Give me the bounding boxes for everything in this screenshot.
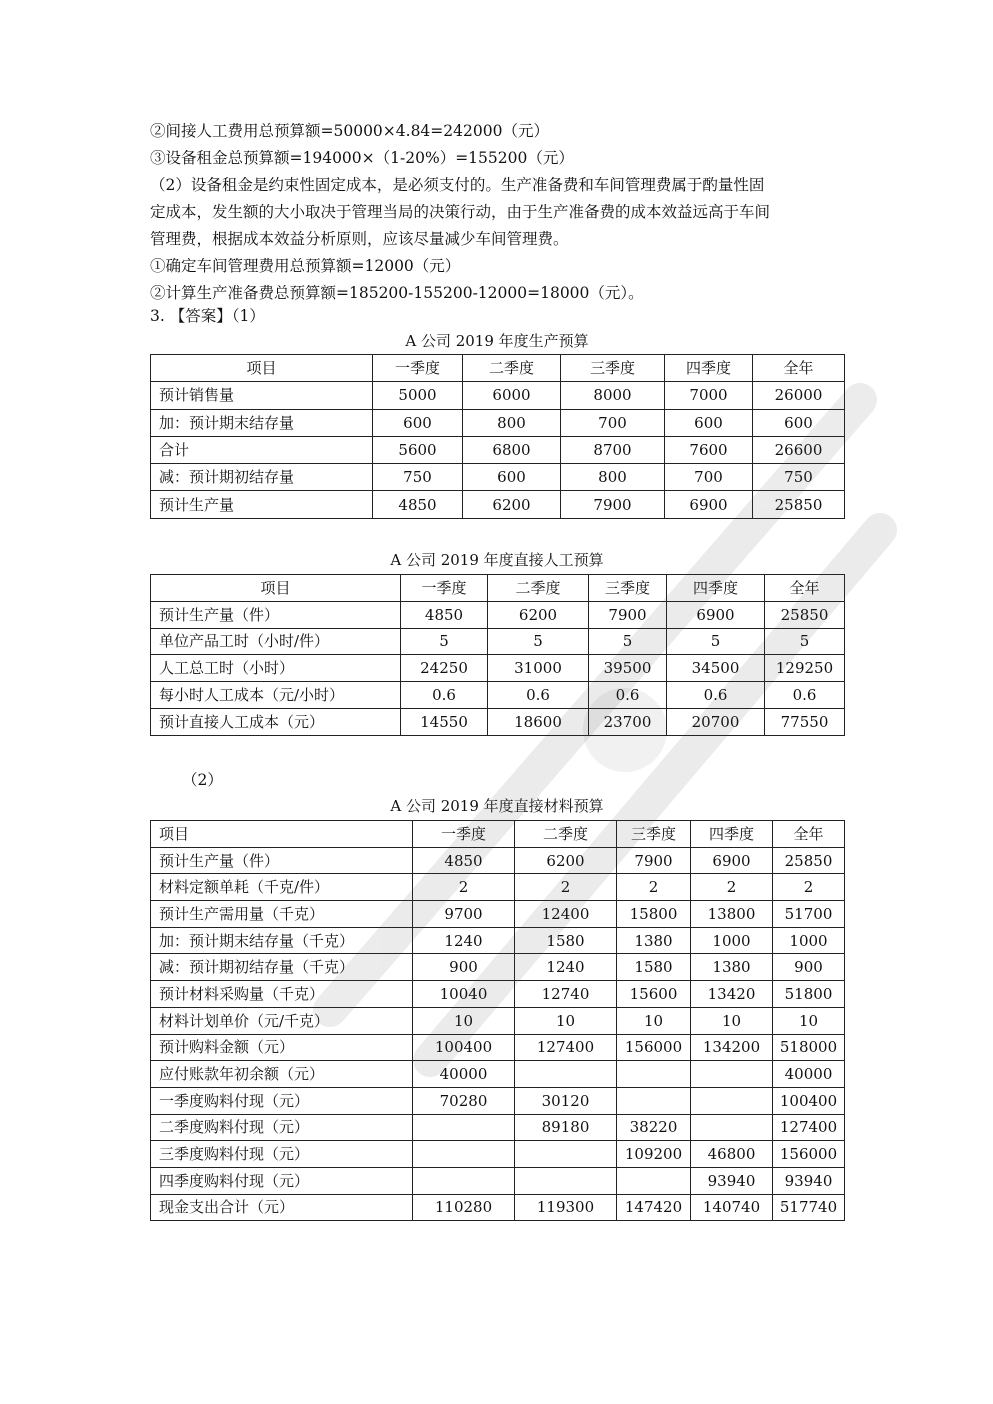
table-row xyxy=(151,491,845,518)
table-cell: 600 xyxy=(665,409,753,436)
table-cell: 518000 xyxy=(773,1034,845,1061)
table-cell xyxy=(413,1167,515,1194)
table-cell: 2 xyxy=(413,874,515,901)
table-row xyxy=(151,1061,845,1088)
table-cell: 31000 xyxy=(488,655,589,682)
table-cell: 5 xyxy=(589,628,667,655)
table-cell: 600 xyxy=(753,409,845,436)
table-cell: 5 xyxy=(667,628,765,655)
table-cell: 750 xyxy=(753,464,845,491)
part-label: （2） xyxy=(182,771,223,789)
table-caption-labor: A 公司 2019 年度直接人工预算 xyxy=(390,551,604,569)
table-cell xyxy=(691,1114,773,1141)
table-cell: 20700 xyxy=(667,708,765,735)
table-cell xyxy=(515,1167,617,1194)
paragraph: ③设备租金总预算额=194000×（1-20%）=155200（元） xyxy=(150,149,574,167)
table-cell: 6200 xyxy=(515,847,617,874)
table-cell: 7000 xyxy=(665,382,753,409)
table-cell: 6800 xyxy=(463,436,561,463)
table-cell: 10 xyxy=(515,1007,617,1034)
table-cell: 900 xyxy=(413,954,515,981)
table-cell: 10 xyxy=(773,1007,845,1034)
column-header: 四季度 xyxy=(665,355,753,382)
table-cell: 25850 xyxy=(773,847,845,874)
row-label: 二季度购料付现（元） xyxy=(151,1114,413,1141)
table-row xyxy=(151,954,845,981)
table-cell: 5 xyxy=(765,628,845,655)
table-cell: 1000 xyxy=(691,927,773,954)
table-cell: 156000 xyxy=(617,1034,691,1061)
row-label: 三季度购料付现（元） xyxy=(151,1141,413,1168)
table-cell xyxy=(515,1141,617,1168)
table-cell: 6000 xyxy=(463,382,561,409)
table-cell: 600 xyxy=(373,409,463,436)
table-row xyxy=(151,682,845,709)
table-cell: 51700 xyxy=(773,901,845,928)
table-cell: 140740 xyxy=(691,1194,773,1221)
row-label: 合计 xyxy=(151,436,373,463)
paragraph: 管理费，根据成本效益分析原则，应该尽量减少车间管理费。 xyxy=(150,230,569,248)
row-label: 人工总工时（小时） xyxy=(151,655,401,682)
row-label: 加：预计期末结存量（千克） xyxy=(151,927,413,954)
table-cell: 7900 xyxy=(589,601,667,628)
table-cell: 700 xyxy=(561,409,665,436)
table-row xyxy=(151,874,845,901)
table-cell: 26600 xyxy=(753,436,845,463)
table-cell xyxy=(617,1061,691,1088)
table-cell: 14550 xyxy=(401,708,488,735)
row-label: 材料定额单耗（千克/件） xyxy=(151,874,413,901)
table-row xyxy=(151,981,845,1008)
table-cell xyxy=(515,1061,617,1088)
table-row xyxy=(151,436,845,463)
column-header: 项目 xyxy=(151,355,373,382)
table-cell: 10 xyxy=(413,1007,515,1034)
column-header: 一季度 xyxy=(413,821,515,848)
table-cell: 10 xyxy=(617,1007,691,1034)
table-cell: 5000 xyxy=(373,382,463,409)
table-caption-production: A 公司 2019 年度生产预算 xyxy=(405,332,589,350)
table-cell xyxy=(617,1087,691,1114)
table-cell: 25850 xyxy=(753,491,845,518)
table-row xyxy=(151,628,845,655)
table-cell: 93940 xyxy=(691,1167,773,1194)
column-header: 二季度 xyxy=(463,355,561,382)
direct-labor-budget-table xyxy=(150,574,845,736)
table-cell: 8700 xyxy=(561,436,665,463)
table-row xyxy=(151,1114,845,1141)
table-cell: 4850 xyxy=(401,601,488,628)
table-row xyxy=(151,409,845,436)
table-cell: 4850 xyxy=(373,491,463,518)
table-cell: 1580 xyxy=(515,927,617,954)
table-cell: 517740 xyxy=(773,1194,845,1221)
paragraph: （2）设备租金是约束性固定成本，是必须支付的。生产准备费和车间管理费属于酌量性固 xyxy=(150,176,765,194)
row-label: 材料计划单价（元/千克） xyxy=(151,1007,413,1034)
table-cell: 24250 xyxy=(401,655,488,682)
table-cell: 0.6 xyxy=(589,682,667,709)
table-cell: 93940 xyxy=(773,1167,845,1194)
table-row xyxy=(151,655,845,682)
table-row xyxy=(151,1167,845,1194)
table-cell: 6200 xyxy=(488,601,589,628)
table-cell: 30120 xyxy=(515,1087,617,1114)
column-header: 三季度 xyxy=(617,821,691,848)
table-row xyxy=(151,601,845,628)
table-cell: 110280 xyxy=(413,1194,515,1221)
direct-material-budget-table xyxy=(150,820,845,1221)
table-cell: 129250 xyxy=(765,655,845,682)
table-cell: 89180 xyxy=(515,1114,617,1141)
table-row xyxy=(151,901,845,928)
table-cell: 600 xyxy=(463,464,561,491)
table-header-row xyxy=(151,355,845,382)
table-cell: 18600 xyxy=(488,708,589,735)
table-cell: 100400 xyxy=(413,1034,515,1061)
column-header: 全年 xyxy=(753,355,845,382)
production-budget-table xyxy=(150,354,845,519)
table-cell: 34500 xyxy=(667,655,765,682)
row-label: 一季度购料付现（元） xyxy=(151,1087,413,1114)
table-cell: 109200 xyxy=(617,1141,691,1168)
row-label: 预计材料采购量（千克） xyxy=(151,981,413,1008)
table-cell xyxy=(691,1061,773,1088)
table-cell: 5600 xyxy=(373,436,463,463)
table-cell: 46800 xyxy=(691,1141,773,1168)
table-cell: 7600 xyxy=(665,436,753,463)
table-cell: 900 xyxy=(773,954,845,981)
table-cell: 12400 xyxy=(515,901,617,928)
table-cell: 70280 xyxy=(413,1087,515,1114)
table-cell: 8000 xyxy=(561,382,665,409)
table-cell xyxy=(413,1114,515,1141)
row-label: 预计生产量 xyxy=(151,491,373,518)
table-cell: 800 xyxy=(561,464,665,491)
table-cell: 1380 xyxy=(617,927,691,954)
table-cell: 0.6 xyxy=(401,682,488,709)
row-label: 预计直接人工成本（元） xyxy=(151,708,401,735)
table-cell: 6900 xyxy=(667,601,765,628)
table-header-row xyxy=(151,575,845,602)
table-cell: 5 xyxy=(488,628,589,655)
table-cell: 26000 xyxy=(753,382,845,409)
paragraph: ②间接人工费用总预算额=50000×4.84=242000（元） xyxy=(150,122,549,140)
table-row xyxy=(151,464,845,491)
table-cell: 134200 xyxy=(691,1034,773,1061)
table-row xyxy=(151,1141,845,1168)
column-header: 项目 xyxy=(151,575,401,602)
table-row xyxy=(151,847,845,874)
column-header: 三季度 xyxy=(561,355,665,382)
table-cell: 39500 xyxy=(589,655,667,682)
table-cell: 0.6 xyxy=(765,682,845,709)
table-cell: 2 xyxy=(691,874,773,901)
table-cell: 127400 xyxy=(773,1114,845,1141)
table-cell: 147420 xyxy=(617,1194,691,1221)
paragraph: 定成本，发生额的大小取决于管理当局的决策行动，由于生产准备费的成本效益远高于车间 xyxy=(150,203,771,221)
table-cell: 0.6 xyxy=(488,682,589,709)
row-label: 预计生产需用量（千克） xyxy=(151,901,413,928)
table-cell: 1240 xyxy=(515,954,617,981)
row-label: 预计生产量（件） xyxy=(151,601,401,628)
table-cell: 1380 xyxy=(691,954,773,981)
row-label: 预计购料金额（元） xyxy=(151,1034,413,1061)
table-cell: 10040 xyxy=(413,981,515,1008)
row-label: 减：预计期初结存量 xyxy=(151,464,373,491)
column-header: 二季度 xyxy=(488,575,589,602)
table-cell: 77550 xyxy=(765,708,845,735)
row-label: 单位产品工时（小时/件） xyxy=(151,628,401,655)
column-header: 一季度 xyxy=(373,355,463,382)
table-cell: 127400 xyxy=(515,1034,617,1061)
column-header: 全年 xyxy=(773,821,845,848)
row-label: 预计销售量 xyxy=(151,382,373,409)
table-cell: 6900 xyxy=(665,491,753,518)
table-cell: 13420 xyxy=(691,981,773,1008)
table-cell: 13800 xyxy=(691,901,773,928)
table-cell: 2 xyxy=(617,874,691,901)
table-cell: 15800 xyxy=(617,901,691,928)
table-row xyxy=(151,708,845,735)
table-cell: 40000 xyxy=(773,1061,845,1088)
column-header: 三季度 xyxy=(589,575,667,602)
column-header: 一季度 xyxy=(401,575,488,602)
row-label: 现金支出合计（元） xyxy=(151,1194,413,1221)
table-cell: 12740 xyxy=(515,981,617,1008)
table-row xyxy=(151,927,845,954)
column-header: 二季度 xyxy=(515,821,617,848)
table-cell: 6200 xyxy=(463,491,561,518)
table-cell: 1000 xyxy=(773,927,845,954)
table-row xyxy=(151,1194,845,1221)
row-label: 应付账款年初余额（元） xyxy=(151,1061,413,1088)
table-cell: 2 xyxy=(515,874,617,901)
table-row xyxy=(151,1007,845,1034)
table-cell: 2 xyxy=(773,874,845,901)
answer-heading: 3. 【答案】（1） xyxy=(150,307,265,325)
table-cell: 119300 xyxy=(515,1194,617,1221)
table-cell: 750 xyxy=(373,464,463,491)
table-cell: 38220 xyxy=(617,1114,691,1141)
table-cell: 4850 xyxy=(413,847,515,874)
row-label: 加：预计期末结存量 xyxy=(151,409,373,436)
table-cell: 1580 xyxy=(617,954,691,981)
table-cell: 700 xyxy=(665,464,753,491)
table-caption-material: A 公司 2019 年度直接材料预算 xyxy=(390,797,604,815)
column-header: 四季度 xyxy=(667,575,765,602)
table-cell xyxy=(413,1141,515,1168)
table-cell: 9700 xyxy=(413,901,515,928)
table-cell xyxy=(691,1087,773,1114)
table-row xyxy=(151,382,845,409)
row-label: 减：预计期初结存量（千克） xyxy=(151,954,413,981)
table-cell: 1240 xyxy=(413,927,515,954)
row-label: 四季度购料付现（元） xyxy=(151,1167,413,1194)
paragraph: ①确定车间管理费用总预算额=12000（元） xyxy=(150,257,461,275)
table-cell: 25850 xyxy=(765,601,845,628)
table-cell: 15600 xyxy=(617,981,691,1008)
table-cell: 7900 xyxy=(561,491,665,518)
table-row xyxy=(151,1087,845,1114)
table-cell: 800 xyxy=(463,409,561,436)
table-header-row xyxy=(151,821,845,848)
table-cell: 0.6 xyxy=(667,682,765,709)
column-header: 四季度 xyxy=(691,821,773,848)
table-cell: 10 xyxy=(691,1007,773,1034)
table-cell: 7900 xyxy=(617,847,691,874)
table-cell xyxy=(617,1167,691,1194)
table-cell: 40000 xyxy=(413,1061,515,1088)
table-row xyxy=(151,1034,845,1061)
paragraph: ②计算生产准备费总预算额=185200-155200-12000=18000（元）。 xyxy=(150,284,644,302)
table-cell: 100400 xyxy=(773,1087,845,1114)
table-cell: 51800 xyxy=(773,981,845,1008)
table-cell: 6900 xyxy=(691,847,773,874)
table-cell: 23700 xyxy=(589,708,667,735)
column-header: 项目 xyxy=(151,821,413,848)
row-label: 每小时人工成本（元/小时） xyxy=(151,682,401,709)
table-cell: 5 xyxy=(401,628,488,655)
column-header: 全年 xyxy=(765,575,845,602)
table-cell: 156000 xyxy=(773,1141,845,1168)
row-label: 预计生产量（件） xyxy=(151,847,413,874)
